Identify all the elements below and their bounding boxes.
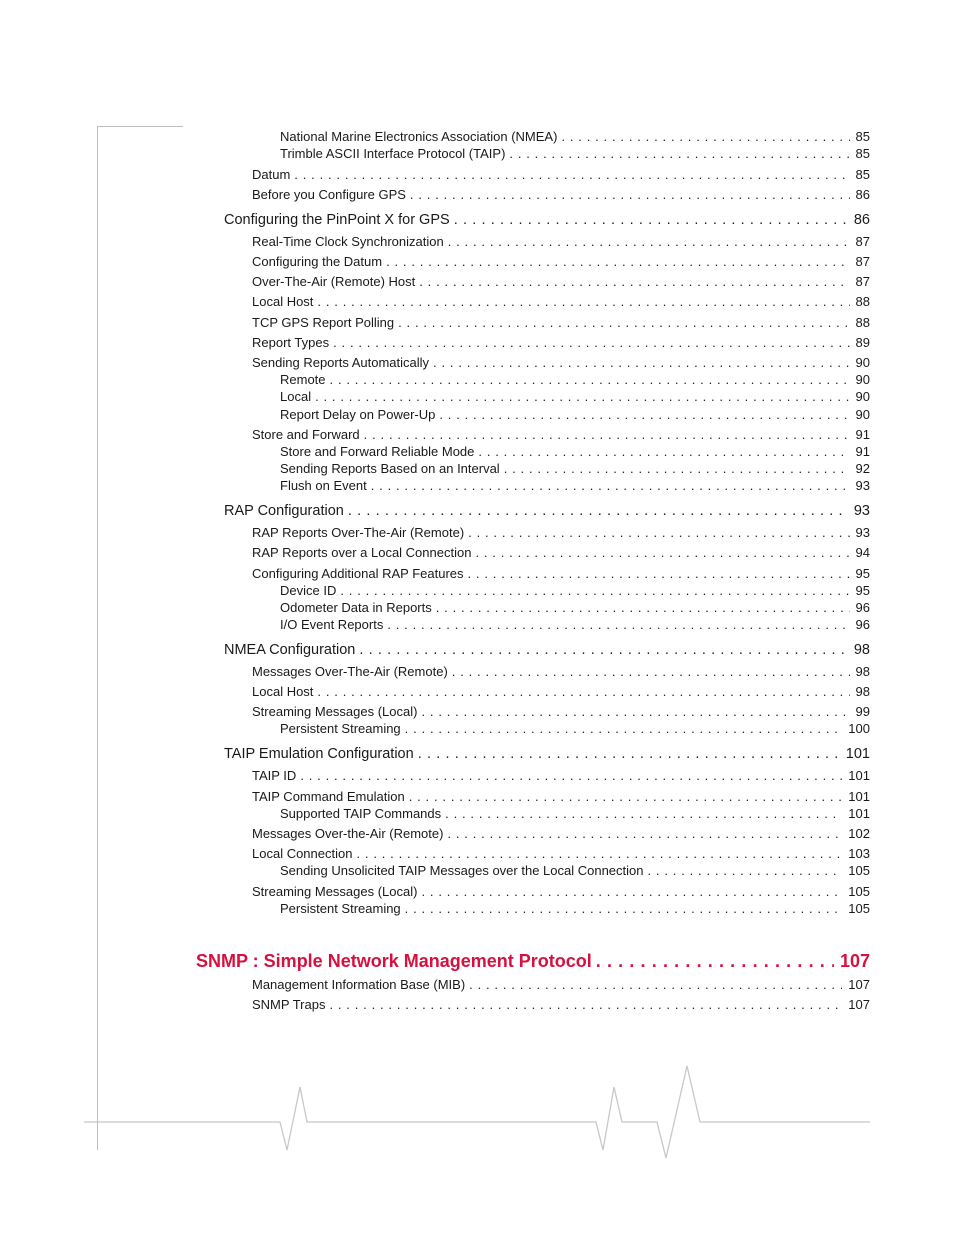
toc-entry[interactable] [280, 407, 870, 422]
toc-entry[interactable] [252, 846, 870, 861]
toc-entry-title: RAP Reports Over-The-Air (Remote) [252, 525, 465, 540]
toc-page-number: 107 [848, 997, 870, 1012]
toc-dot-leader [405, 721, 843, 736]
toc-entry[interactable] [224, 212, 870, 228]
toc-dot-leader [315, 389, 849, 404]
toc-dot-leader [648, 863, 843, 878]
toc-page-number: 107 [839, 951, 870, 971]
toc-entry-title: NMEA Configuration [224, 642, 356, 658]
toc-entry-title: Local Connection [252, 846, 353, 861]
toc-page-number: 93 [855, 478, 870, 493]
toc-page-number: 98 [855, 684, 870, 699]
toc-entry-title: SNMP Traps [252, 997, 326, 1012]
toc-entry[interactable] [252, 684, 870, 699]
toc-page-number: 87 [855, 234, 870, 249]
toc-dot-leader [447, 826, 842, 841]
toc-entry-title: Flush on Event [280, 478, 367, 493]
toc-page-number: 99 [855, 704, 870, 719]
toc-page-number: 87 [855, 274, 870, 289]
toc-dot-leader [317, 294, 849, 309]
toc-entry-title: Persistent Streaming [280, 721, 401, 736]
toc-entry-title: SNMP : Simple Network Management Protocol [196, 951, 592, 971]
toc-entry[interactable] [252, 187, 870, 202]
toc-dot-leader [405, 901, 843, 916]
toc-entry[interactable] [252, 315, 870, 330]
toc-page-number: 98 [853, 642, 870, 658]
toc-entry-title: Messages Over-the-Air (Remote) [252, 826, 444, 841]
toc-dot-leader [454, 212, 848, 228]
toc-entry-title: RAP Reports over a Local Connection [252, 545, 472, 560]
toc-page-number: 90 [855, 372, 870, 387]
toc-page-number: 105 [848, 884, 870, 899]
toc-entry[interactable] [252, 566, 870, 581]
toc-entry-title: Datum [252, 167, 291, 182]
toc-dot-leader [561, 129, 849, 144]
toc-entry[interactable] [280, 806, 870, 821]
toc-dot-leader [333, 335, 849, 350]
toc-entry-title: TCP GPS Report Polling [252, 315, 395, 330]
toc-page-number: 90 [855, 355, 870, 370]
toc-entry-title: Local Host [252, 684, 314, 699]
toc-dot-leader [419, 274, 849, 289]
toc-dot-leader [387, 617, 849, 632]
toc-entry-title: Remote [280, 372, 326, 387]
toc-dot-leader [452, 664, 850, 679]
toc-page-number: 95 [855, 566, 870, 581]
toc-entry[interactable] [252, 274, 870, 289]
toc-dot-leader [294, 167, 849, 182]
toc-entry[interactable] [224, 503, 870, 519]
toc-entry[interactable] [252, 355, 870, 370]
toc-page-number: 87 [855, 254, 870, 269]
toc-page-number: 102 [848, 826, 870, 841]
toc-page-number: 90 [855, 389, 870, 404]
toc-entry-title: Sending Reports Automatically [252, 355, 430, 370]
toc-page-number: 101 [845, 746, 870, 762]
toc-dot-leader [418, 746, 840, 762]
toc-dot-leader [468, 525, 849, 540]
page-frame-left-rule [97, 126, 98, 1150]
toc-page-number: 93 [855, 525, 870, 540]
toc-entry-title: Configuring the PinPoint X for GPS [224, 212, 450, 228]
toc-dot-leader [433, 355, 849, 370]
toc-entry-title: TAIP Command Emulation [252, 789, 405, 804]
toc-page-number: 94 [855, 545, 870, 560]
toc-entry[interactable] [252, 545, 870, 560]
toc-dot-leader [475, 545, 849, 560]
toc-page-number: 91 [855, 444, 870, 459]
toc-entry-title: Streaming Messages (Local) [252, 884, 418, 899]
toc-page-number: 103 [848, 846, 870, 861]
toc-entry-title: Supported TAIP Commands [280, 806, 442, 821]
toc-entry[interactable] [280, 372, 870, 387]
toc-entry[interactable] [280, 129, 870, 144]
toc-page-number: 101 [848, 768, 870, 783]
toc-dot-leader [330, 372, 850, 387]
toc-page-number: 91 [855, 427, 870, 442]
toc-dot-leader [348, 503, 848, 519]
footer-pulse-line [0, 1060, 954, 1160]
toc-page-number: 96 [855, 600, 870, 615]
toc-entry-title: TAIP Emulation Configuration [224, 746, 414, 762]
toc-page-number: 101 [848, 806, 870, 821]
toc-page-number: 107 [848, 977, 870, 992]
toc-entry-title: National Marine Electronics Association (NMEA) [280, 129, 558, 144]
toc-dot-leader [445, 806, 842, 821]
toc-entry[interactable] [224, 746, 870, 762]
toc-page-number: 85 [855, 146, 870, 161]
toc-entry[interactable] [280, 617, 870, 632]
toc-entry[interactable] [280, 478, 870, 493]
toc-entry[interactable] [252, 704, 870, 719]
toc-dot-leader [478, 444, 849, 459]
toc-dot-leader [300, 768, 842, 783]
toc-entry-title: Report Types [252, 335, 330, 350]
toc-dot-leader [409, 789, 843, 804]
toc-entry[interactable] [280, 444, 870, 459]
toc-entry[interactable] [280, 583, 870, 598]
toc-dot-leader [468, 566, 850, 581]
toc-dot-leader [371, 478, 850, 493]
toc-entry-title: Streaming Messages (Local) [252, 704, 418, 719]
toc-entry[interactable] [252, 977, 870, 992]
toc-entry[interactable] [252, 335, 870, 350]
toc-page-number: 85 [855, 167, 870, 182]
toc-entry-title: TAIP ID [252, 768, 297, 783]
toc-dot-leader [356, 846, 842, 861]
toc-dot-leader [436, 600, 850, 615]
toc-entry-title: Sending Unsolicited TAIP Messages over the Local Connection [280, 863, 644, 878]
toc-page-number: 85 [855, 129, 870, 144]
toc-chapter-entry[interactable] [196, 951, 870, 972]
toc-entry[interactable] [224, 642, 870, 658]
toc-entry[interactable] [252, 427, 870, 442]
toc-entry-title: Store and Forward [252, 427, 360, 442]
page-frame-top-rule [97, 126, 183, 127]
toc-entry[interactable] [280, 721, 870, 736]
toc-entry[interactable] [252, 294, 870, 309]
toc-entry-title: Messages Over-The-Air (Remote) [252, 664, 448, 679]
toc-entry[interactable] [252, 789, 870, 804]
toc-page-number: 105 [848, 863, 870, 878]
toc-dot-leader [359, 642, 847, 658]
toc-entry-title: RAP Configuration [224, 503, 344, 519]
toc-entry[interactable] [280, 389, 870, 404]
toc-dot-leader [469, 977, 842, 992]
toc-entry-title: Local Host [252, 294, 314, 309]
toc-page-number: 96 [855, 617, 870, 632]
toc-entry-title: Before you Configure GPS [252, 187, 406, 202]
toc-entry[interactable] [280, 146, 870, 161]
toc-entry-title: Local [280, 389, 312, 404]
toc-dot-leader [596, 951, 834, 972]
toc-dot-leader [329, 997, 842, 1012]
toc-entry-title: Sending Reports Based on an Interval [280, 461, 500, 476]
toc-dot-leader [509, 146, 849, 161]
toc-dot-leader [317, 684, 849, 699]
toc-entry[interactable] [252, 664, 870, 679]
toc-page-number: 101 [848, 789, 870, 804]
toc-page-number: 95 [855, 583, 870, 598]
toc-dot-leader [398, 315, 849, 330]
toc-entry-title: Device ID [280, 583, 337, 598]
toc-entry-title: Report Delay on Power-Up [280, 407, 436, 422]
toc-entry[interactable] [252, 254, 870, 269]
toc-dot-leader [386, 254, 849, 269]
toc-page-number: 100 [848, 721, 870, 736]
toc-entry-title: Real-Time Clock Synchronization [252, 234, 444, 249]
toc-page-number: 86 [853, 212, 870, 228]
toc-entry-title: Trimble ASCII Interface Protocol (TAIP) [280, 146, 506, 161]
toc-dot-leader [504, 461, 850, 476]
toc-dot-leader [364, 427, 850, 442]
toc-entry[interactable] [252, 234, 870, 249]
toc-page-number: 92 [855, 461, 870, 476]
toc-entry-title: Persistent Streaming [280, 901, 401, 916]
toc-entry[interactable] [252, 167, 870, 182]
toc-entry-title: Configuring Additional RAP Features [252, 566, 464, 581]
toc-page-number: 93 [853, 503, 870, 519]
toc-dot-leader [340, 583, 849, 598]
toc-dot-leader [439, 407, 849, 422]
toc-page-number: 90 [855, 407, 870, 422]
toc-entry[interactable] [252, 768, 870, 783]
toc-entry-title: Odometer Data in Reports [280, 600, 432, 615]
toc-entry[interactable] [252, 826, 870, 841]
toc-page-number: 88 [855, 315, 870, 330]
toc-dot-leader [421, 884, 842, 899]
toc-entry-title: Over-The-Air (Remote) Host [252, 274, 416, 289]
toc-entry-title: I/O Event Reports [280, 617, 384, 632]
toc-entry[interactable] [280, 600, 870, 615]
toc-entry[interactable] [252, 997, 870, 1012]
toc-page-number: 98 [855, 664, 870, 679]
toc-entry-title: Management Information Base (MIB) [252, 977, 466, 992]
toc-page-number: 88 [855, 294, 870, 309]
toc-dot-leader [410, 187, 850, 202]
toc-page-number: 89 [855, 335, 870, 350]
toc-entry[interactable] [252, 884, 870, 899]
toc-dot-leader [421, 704, 849, 719]
toc-entry[interactable] [252, 525, 870, 540]
toc-dot-leader [448, 234, 850, 249]
toc-entry[interactable] [280, 461, 870, 476]
toc-entry-title: Store and Forward Reliable Mode [280, 444, 475, 459]
toc-entry[interactable] [280, 901, 870, 916]
toc-entry-title: Configuring the Datum [252, 254, 383, 269]
toc-page-number: 105 [848, 901, 870, 916]
toc-page-number: 86 [855, 187, 870, 202]
toc-entry[interactable] [280, 863, 870, 878]
